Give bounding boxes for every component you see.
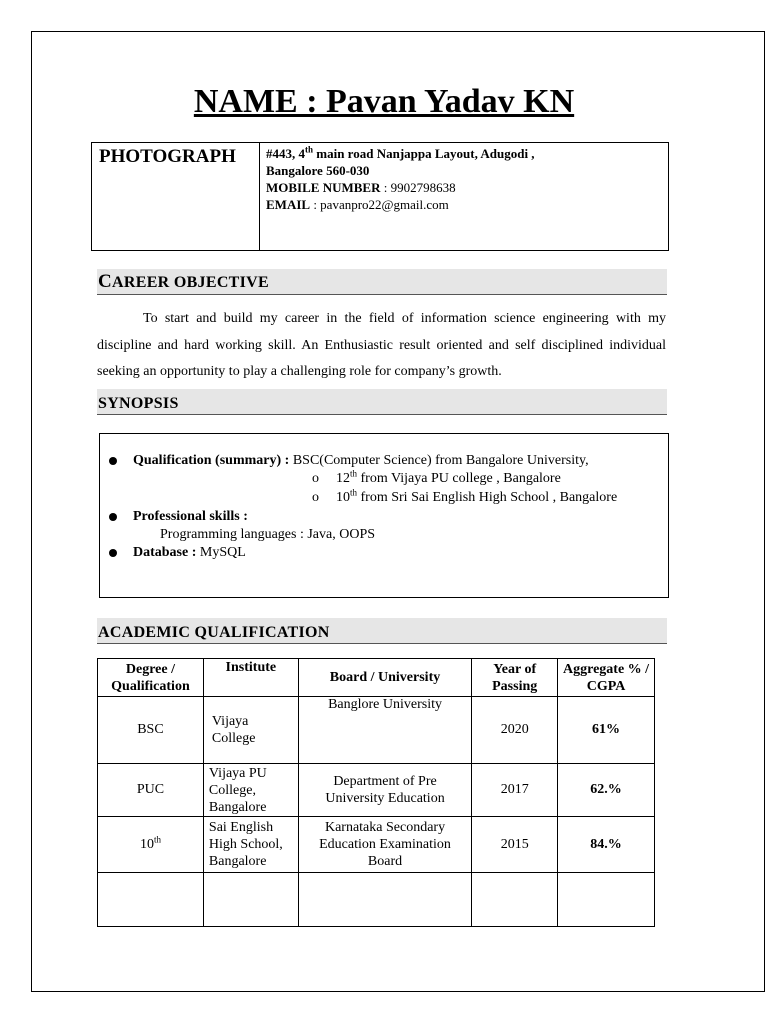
- qualification-label: Qualification (summary) :: [133, 453, 290, 468]
- sub1-text: from Vijaya PU college , Bangalore: [357, 471, 561, 486]
- circle-bullet-icon: o: [312, 471, 319, 486]
- bullet-icon: [109, 513, 117, 521]
- sub1-sup: th: [350, 468, 358, 479]
- email-label: EMAIL: [266, 197, 311, 212]
- academic-title: ACADEMIC QUALIFICATION: [98, 624, 330, 641]
- skills-label: Professional skills :: [133, 509, 248, 524]
- address-line-1: [266, 145, 535, 162]
- contact-info: [266, 145, 535, 213]
- synopsis-header: [97, 389, 667, 415]
- sub1-num: 12: [336, 471, 350, 486]
- academic-header: [97, 618, 667, 644]
- photo-cell: [92, 143, 260, 250]
- table-row: [98, 697, 655, 764]
- degree-cell: [98, 817, 204, 873]
- institute-cell: Vijaya PU College, Bangalore: [203, 764, 298, 817]
- year-cell: 2020: [472, 697, 558, 764]
- sub2-num: 10: [336, 490, 350, 505]
- candidate-name: NAME : Pavan Yadav KN: [193, 83, 575, 120]
- table-row: [98, 764, 655, 817]
- career-title-rest: AREER OBJECTIVE: [112, 274, 270, 291]
- photo-label: PHOTOGRAPH: [99, 146, 236, 167]
- skills-value: Programming languages : Java, OOPS: [160, 527, 376, 542]
- career-objective-title: [98, 271, 269, 293]
- degree-value: BSC: [137, 722, 164, 737]
- professional-skills: [133, 508, 248, 526]
- board-cell: Banglore University: [298, 697, 472, 764]
- header-board: Board / University: [298, 659, 472, 697]
- career-objective-text: [97, 306, 666, 386]
- degree-sup: th: [153, 833, 161, 844]
- synopsis-box: [99, 433, 669, 598]
- sub2-sup: th: [350, 487, 358, 498]
- email-line: [266, 196, 535, 213]
- database-value: MySQL: [196, 545, 246, 560]
- academic-table: [97, 658, 655, 927]
- bullet-icon: [109, 457, 117, 465]
- database-label: Database :: [133, 545, 197, 560]
- degree-value: 10: [139, 836, 154, 852]
- header-year: Year of Passing: [472, 659, 558, 697]
- table-row: [98, 817, 655, 873]
- email-value: : pavanpro22@gmail.com: [310, 197, 449, 212]
- address-street: main road Nanjappa Layout, Adugodi ,: [313, 146, 535, 161]
- institute-cell: Sai English High School, Bangalore: [203, 817, 298, 873]
- header-aggregate: Aggregate % / CGPA: [558, 659, 655, 697]
- year-cell: 2017: [472, 764, 558, 817]
- table-row-empty: [98, 873, 655, 927]
- contact-box: [91, 142, 669, 251]
- database: [133, 544, 246, 562]
- header-institute: Institute: [203, 659, 298, 697]
- circle-bullet-icon: o: [312, 490, 319, 505]
- empty-cell: [98, 873, 204, 927]
- empty-cell: [298, 873, 472, 927]
- bullet-icon: [109, 549, 117, 557]
- empty-cell: [472, 873, 558, 927]
- sub-item-12th: [312, 470, 561, 488]
- qualification-value: BSC(Computer Science) from Bangalore University,: [289, 453, 589, 468]
- empty-cell: [203, 873, 298, 927]
- institute-cell: Vijaya College: [203, 697, 298, 764]
- address-line-2: Bangalore 560-030: [266, 163, 370, 178]
- career-objective-paragraph: To start and build my career in the field of information science engineering with my discipline and hard working skill. An Enthusiastic result oriented and self disciplined individual seeking an opportunity to play a challenging role for company’s growth.: [97, 311, 666, 379]
- address-number: #443, 4: [266, 146, 305, 161]
- board-cell: Karnataka Secondary Education Examination Board: [298, 817, 472, 873]
- sub-item-10th: [312, 489, 617, 507]
- mobile-line: [266, 179, 535, 196]
- degree-value: PUC: [136, 782, 165, 797]
- qualification-summary: [133, 452, 589, 470]
- career-title-cap: C: [98, 271, 113, 292]
- synopsis-title: SYNOPSIS: [98, 395, 179, 412]
- mobile-label: MOBILE NUMBER: [266, 180, 381, 195]
- header-degree: Degree / Qualification: [98, 659, 204, 697]
- career-objective-header: [97, 269, 667, 295]
- aggregate-cell: 62.%: [558, 764, 655, 817]
- aggregate-cell: 61%: [558, 697, 655, 764]
- sub2-text: from Sri Sai English High School , Bangalore: [357, 490, 618, 505]
- year-cell: 2015: [472, 817, 558, 873]
- empty-cell: [558, 873, 655, 927]
- degree-cell: [98, 697, 204, 764]
- address-sup: th: [305, 144, 314, 155]
- table-header-row: [98, 659, 655, 697]
- aggregate-cell: 84.%: [558, 817, 655, 873]
- board-cell: Department of Pre University Education: [298, 764, 472, 817]
- degree-cell: [98, 764, 204, 817]
- mobile-value: : 9902798638: [380, 180, 456, 195]
